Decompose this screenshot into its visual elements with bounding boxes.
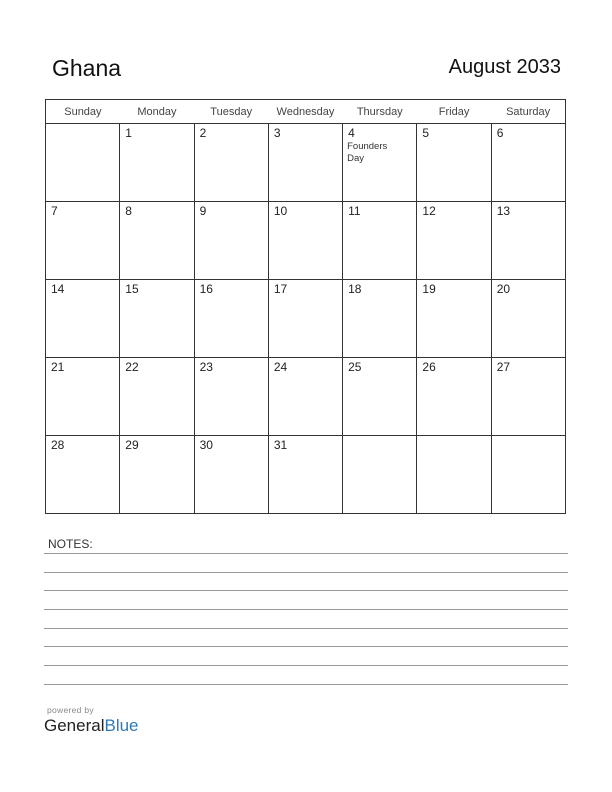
day-cell: [491, 202, 565, 280]
day-number: 29: [125, 438, 139, 452]
day-number: 8: [125, 204, 132, 218]
day-cell: [491, 280, 565, 358]
day-cell: [343, 358, 417, 436]
day-number: 27: [496, 360, 511, 374]
holiday-label: [195, 452, 257, 453]
holiday-label: [269, 296, 331, 297]
day-cell: [417, 280, 491, 358]
holiday-label: Founders Day: [347, 141, 388, 164]
holiday-label: [269, 218, 331, 219]
week-row: [46, 202, 566, 280]
weekday-monday: Monday: [120, 100, 194, 124]
holiday-label: [492, 218, 554, 219]
holiday-label: [343, 438, 405, 439]
day-number: 17: [273, 282, 288, 296]
day-cell: [46, 124, 120, 202]
logo-general-text: General: [44, 716, 105, 735]
day-cell: [194, 280, 268, 358]
day-cell: [194, 358, 268, 436]
generalblue-logo: [44, 716, 139, 736]
day-number: 6: [496, 126, 504, 140]
holiday-label: [46, 296, 108, 297]
day-number: 16: [199, 282, 213, 296]
holiday-label: [120, 374, 182, 375]
holiday-label: [417, 438, 479, 439]
day-cell: [491, 358, 565, 436]
weekday-saturday: Saturday: [491, 100, 565, 124]
holiday-label: [417, 374, 479, 375]
day-cell: [194, 202, 268, 280]
day-cell: [194, 124, 268, 202]
day-number: 25: [348, 360, 362, 374]
day-cell: [120, 202, 194, 280]
day-number: 26: [422, 360, 436, 374]
note-line: [44, 684, 568, 685]
day-number: 5: [422, 126, 430, 140]
holiday-label: [343, 218, 405, 219]
weekday-header-row: [46, 100, 566, 124]
day-cell: [343, 202, 417, 280]
holiday-label: [492, 438, 554, 439]
day-number: 3: [273, 126, 281, 140]
day-number: 1: [125, 126, 132, 140]
powered-by-text: powered by: [47, 705, 94, 715]
holiday-label: [46, 374, 108, 375]
day-cell: [46, 436, 120, 514]
day-cell: [343, 280, 417, 358]
day-cell: [343, 436, 417, 514]
day-number: 18: [348, 282, 362, 296]
note-line: [44, 590, 568, 591]
holiday-label: [46, 452, 108, 453]
holiday-label: [343, 374, 405, 375]
day-cell: [417, 358, 491, 436]
holiday-label: [195, 374, 257, 375]
holiday-label: [343, 296, 405, 297]
holiday-label: [120, 218, 182, 219]
day-number: 30: [199, 438, 213, 452]
day-cell: [268, 436, 342, 514]
holiday-label: [492, 140, 554, 141]
day-cell: [268, 124, 342, 202]
day-number: 31: [273, 438, 288, 452]
day-cell: [491, 436, 565, 514]
day-cell: [120, 358, 194, 436]
day-number: 14: [51, 282, 65, 296]
holiday-label: [492, 374, 554, 375]
day-cell: [120, 280, 194, 358]
holiday-label: [195, 218, 257, 219]
day-cell: [491, 124, 565, 202]
weekday-sunday: Sunday: [46, 100, 120, 124]
day-number: 12: [422, 204, 436, 218]
note-line: [44, 628, 568, 629]
day-number: 20: [496, 282, 511, 296]
day-cell: [268, 358, 342, 436]
week-row: [46, 280, 566, 358]
holiday-label: [492, 296, 554, 297]
day-number: 22: [125, 360, 139, 374]
weekday-wednesday: Wednesday: [268, 100, 342, 124]
note-line: [44, 572, 568, 573]
day-cell: [120, 124, 194, 202]
day-number: 24: [273, 360, 288, 374]
day-number: 4: [348, 126, 355, 140]
weekday-tuesday: Tuesday: [194, 100, 268, 124]
day-cell: [268, 202, 342, 280]
week-row: [46, 436, 566, 514]
week-row: [46, 124, 566, 202]
calendar-grid: [45, 99, 566, 514]
day-number: 7: [51, 204, 58, 218]
day-number: 2: [199, 126, 207, 140]
day-number: 10: [273, 204, 288, 218]
holiday-label: [120, 296, 182, 297]
day-cell: [417, 202, 491, 280]
logo-blue-text: Blue: [104, 716, 139, 735]
day-number: 11: [348, 204, 361, 218]
day-number: 23: [199, 360, 213, 374]
day-number: 13: [496, 204, 511, 218]
holiday-label: [46, 126, 108, 127]
day-cell: [46, 202, 120, 280]
day-cell: [268, 280, 342, 358]
holiday-label: [269, 452, 331, 453]
holiday-label: [195, 296, 257, 297]
holiday-label: [417, 140, 479, 141]
holiday-label: [46, 218, 108, 219]
day-cell: [417, 124, 491, 202]
holiday-label: [269, 140, 331, 141]
holiday-label: [120, 452, 182, 453]
day-cell: [46, 280, 120, 358]
notes-label: NOTES:: [48, 537, 93, 551]
month-year-title: August 2033: [448, 56, 561, 78]
note-line: [44, 553, 568, 554]
day-cell: [343, 124, 417, 202]
day-cell: [194, 436, 268, 514]
holiday-label: [417, 296, 479, 297]
holiday-label: [417, 218, 479, 219]
holiday-label: [120, 140, 182, 141]
note-line: [44, 665, 568, 666]
day-cell: [120, 436, 194, 514]
day-cell: [46, 358, 120, 436]
day-number: 28: [51, 438, 65, 452]
note-line: [44, 646, 568, 647]
country-title: Ghana: [52, 55, 122, 81]
day-cell: [417, 436, 491, 514]
day-number: 15: [125, 282, 139, 296]
note-line: [44, 609, 568, 610]
day-number: 21: [51, 360, 65, 374]
holiday-label: [269, 374, 331, 375]
day-number: 19: [422, 282, 436, 296]
weekday-thursday: Thursday: [343, 100, 417, 124]
week-row: [46, 358, 566, 436]
weekday-friday: Friday: [417, 100, 491, 124]
holiday-label: [195, 140, 257, 141]
day-number: 9: [199, 204, 207, 218]
